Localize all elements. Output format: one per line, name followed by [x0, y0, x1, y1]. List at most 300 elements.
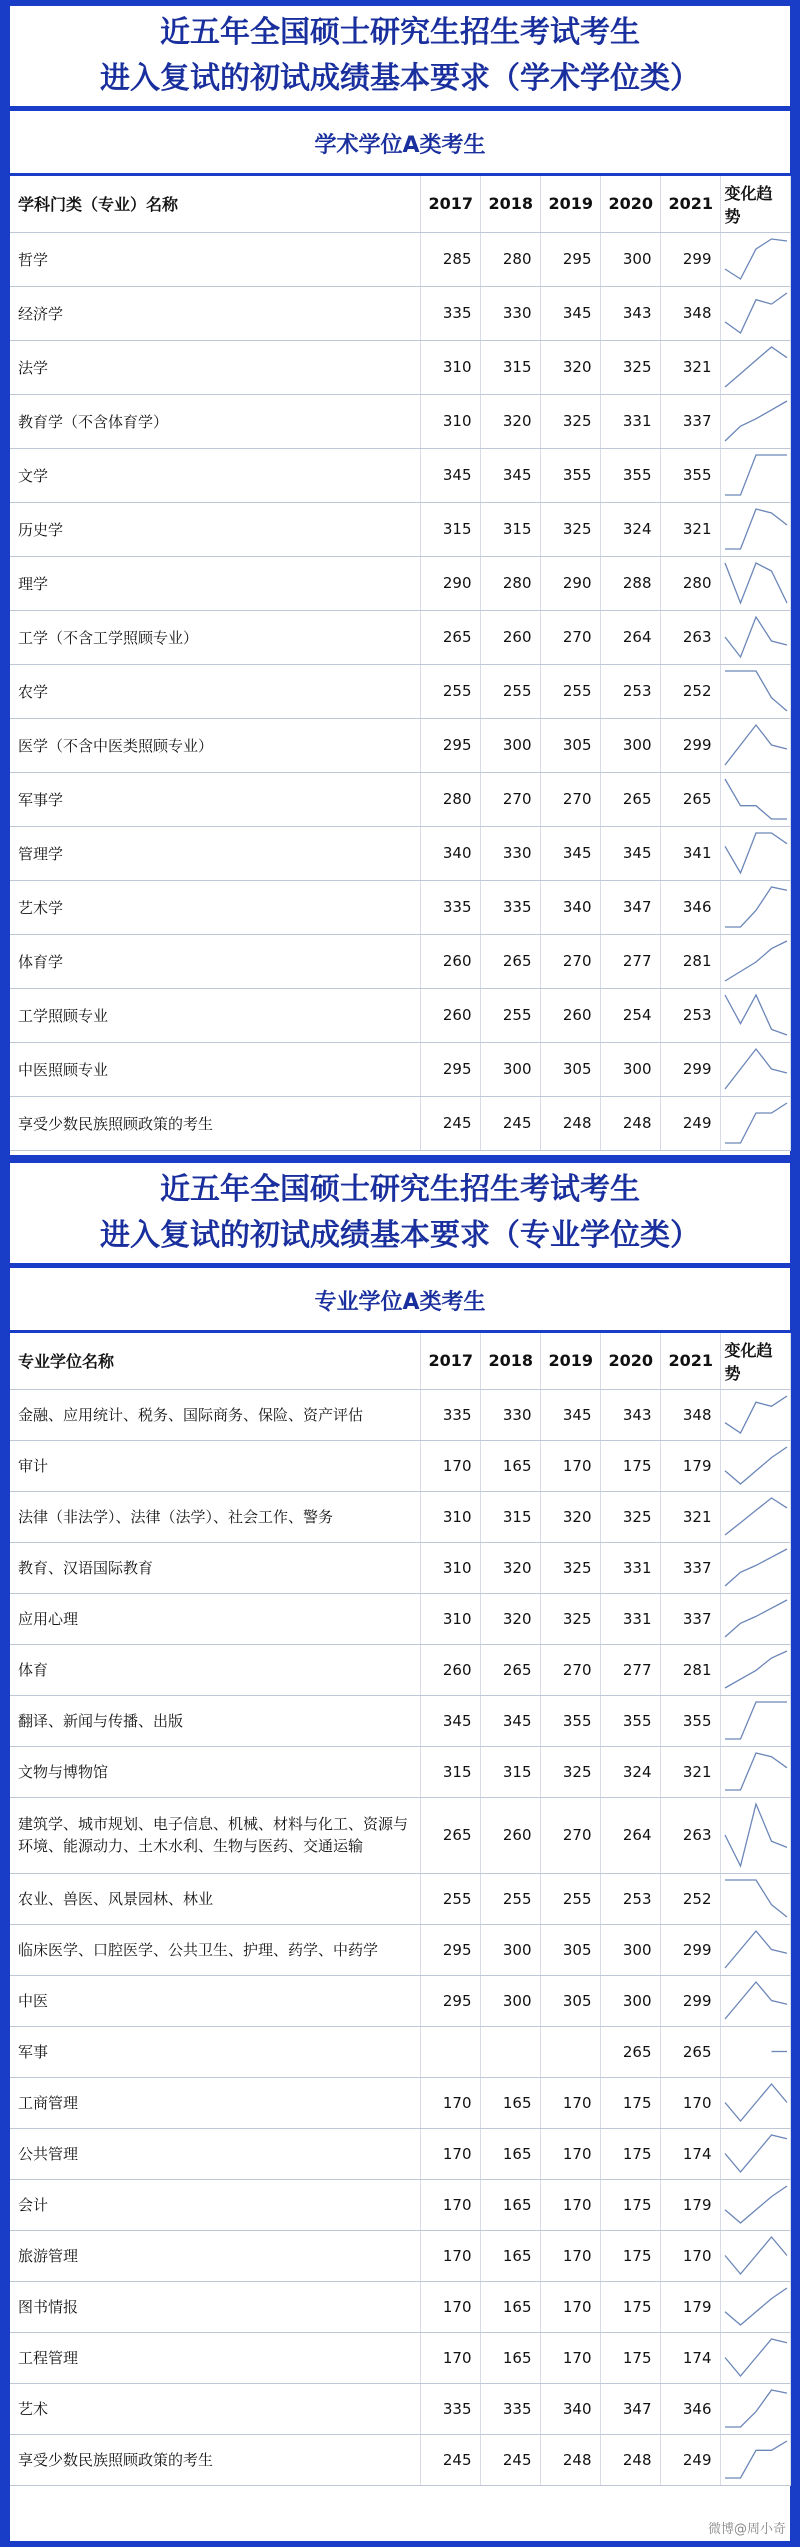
score-cell: 325: [540, 394, 600, 448]
score-cell: 265: [480, 934, 540, 988]
trend-sparkline: [721, 989, 791, 1041]
score-cell: 299: [660, 718, 720, 772]
trend-sparkline: [721, 557, 791, 609]
score-cell: 299: [660, 1975, 720, 2026]
trend-cell: [720, 2230, 790, 2281]
trend-sparkline: [721, 1747, 791, 1796]
score-cell: 165: [480, 2128, 540, 2179]
score-cell: 348: [660, 286, 720, 340]
table-row: [10, 1491, 790, 1542]
row-name: 法律（非法学）、法律（法学）、社会工作、警务: [10, 1491, 420, 1542]
score-cell: 260: [420, 934, 480, 988]
score-cell: 255: [420, 1873, 480, 1924]
score-cell: 263: [660, 610, 720, 664]
score-cell: 295: [540, 232, 600, 286]
table-row: [10, 2332, 790, 2383]
score-cell: 281: [660, 1644, 720, 1695]
table-row: [10, 2077, 790, 2128]
score-cell: 260: [480, 610, 540, 664]
score-cell: 310: [420, 1491, 480, 1542]
table-row: [10, 556, 790, 610]
score-cell: 324: [600, 502, 660, 556]
score-cell: 170: [540, 2281, 600, 2332]
trend-sparkline: [721, 827, 791, 879]
score-cell: 290: [540, 556, 600, 610]
score-cell: 355: [660, 448, 720, 502]
row-name: 工学（不含工学照顾专业）: [10, 610, 420, 664]
row-name: 教育学（不含体育学）: [10, 394, 420, 448]
trend-line: [725, 1498, 787, 1535]
trend-sparkline: [721, 881, 791, 933]
row-name: 体育: [10, 1644, 420, 1695]
score-cell: 355: [660, 1695, 720, 1746]
trend-line: [725, 401, 787, 441]
table-row: [10, 1695, 790, 1746]
score-cell: 320: [480, 1593, 540, 1644]
score-cell: 321: [660, 502, 720, 556]
trend-line: [725, 779, 787, 819]
score-cell: 249: [660, 2434, 720, 2485]
trend-line: [725, 1702, 787, 1739]
score-cell: 320: [540, 340, 600, 394]
score-cell: 170: [420, 2128, 480, 2179]
score-cell: 345: [420, 1695, 480, 1746]
score-cell: 174: [660, 2332, 720, 2383]
row-name: 会计: [10, 2179, 420, 2230]
trend-line: [725, 2441, 787, 2478]
score-cell: 340: [420, 826, 480, 880]
header-trend: 变化趋势: [720, 1333, 790, 1389]
trend-sparkline: [721, 611, 791, 663]
score-cell: 320: [480, 394, 540, 448]
trend-sparkline: [721, 2129, 791, 2178]
academic-score-table: [10, 176, 791, 1151]
score-cell: [480, 2026, 540, 2077]
score-cell: 295: [420, 1042, 480, 1096]
score-cell: 170: [540, 2128, 600, 2179]
score-cell: 265: [660, 772, 720, 826]
trend-line: [725, 239, 787, 279]
row-name: 哲学: [10, 232, 420, 286]
score-cell: 280: [420, 772, 480, 826]
score-cell: 270: [540, 772, 600, 826]
score-cell: 325: [540, 1593, 600, 1644]
trend-line: [725, 1396, 787, 1433]
trend-sparkline: [721, 935, 791, 987]
row-name: 图书情报: [10, 2281, 420, 2332]
score-cell: 315: [480, 502, 540, 556]
trend-cell: [720, 2434, 790, 2485]
trend-cell: [720, 934, 790, 988]
score-cell: 325: [540, 502, 600, 556]
header-year-2018: 2018: [480, 1333, 540, 1389]
score-cell: 300: [480, 1924, 540, 1975]
table-row: [10, 1975, 790, 2026]
score-cell: 270: [540, 1797, 600, 1873]
score-cell: 285: [420, 232, 480, 286]
row-name: 体育学: [10, 934, 420, 988]
trend-cell: [720, 1542, 790, 1593]
trend-line: [725, 1880, 787, 1917]
score-cell: 165: [480, 2077, 540, 2128]
trend-line: [725, 725, 787, 765]
trend-sparkline: [721, 2282, 791, 2331]
trend-line: [725, 1931, 787, 1968]
trend-line: [725, 1103, 787, 1143]
score-cell: 335: [420, 286, 480, 340]
score-cell: 165: [480, 2230, 540, 2281]
score-cell: 175: [600, 2179, 660, 2230]
score-cell: 270: [540, 610, 600, 664]
score-cell: 170: [660, 2230, 720, 2281]
table-header-row: [10, 1333, 790, 1389]
score-cell: 260: [420, 988, 480, 1042]
trend-line: [725, 995, 787, 1035]
table-row: [10, 2128, 790, 2179]
trend-line: [725, 1982, 787, 2019]
table-row: [10, 664, 790, 718]
score-cell: 290: [420, 556, 480, 610]
score-cell: 253: [600, 664, 660, 718]
row-name: 军事学: [10, 772, 420, 826]
score-cell: 300: [600, 1975, 660, 2026]
trend-line: [725, 293, 787, 333]
table-row: [10, 232, 790, 286]
score-cell: 321: [660, 1491, 720, 1542]
academic-degree-section: [10, 6, 790, 1151]
row-name: 工程管理: [10, 2332, 420, 2383]
table-row: [10, 934, 790, 988]
score-cell: 337: [660, 394, 720, 448]
score-cell: 343: [600, 286, 660, 340]
trend-line: [725, 1753, 787, 1790]
trend-line: [725, 2390, 787, 2427]
trend-sparkline: [721, 773, 791, 825]
trend-cell: [720, 610, 790, 664]
trend-line: [725, 455, 787, 495]
table-row: [10, 718, 790, 772]
score-cell: 175: [600, 2281, 660, 2332]
score-cell: 264: [600, 610, 660, 664]
score-cell: 325: [540, 1746, 600, 1797]
trend-cell: [720, 2179, 790, 2230]
trend-line: [725, 563, 787, 603]
row-name: 应用心理: [10, 1593, 420, 1644]
score-cell: 315: [480, 1491, 540, 1542]
table-row: [10, 988, 790, 1042]
trend-cell: [720, 1593, 790, 1644]
score-cell: 345: [480, 448, 540, 502]
trend-sparkline: [721, 1925, 791, 1974]
score-cell: 345: [600, 826, 660, 880]
professional-title-line2: 进入复试的初试成绩基本要求（专业学位类）: [100, 1218, 700, 1253]
score-cell: 310: [420, 1593, 480, 1644]
score-cell: 248: [600, 2434, 660, 2485]
score-cell: 345: [540, 286, 600, 340]
score-cell: 315: [480, 1746, 540, 1797]
trend-cell: [720, 1797, 790, 1873]
trend-line: [725, 1549, 787, 1586]
trend-sparkline: [721, 2180, 791, 2229]
trend-sparkline: [721, 233, 791, 285]
trend-cell: [720, 1873, 790, 1924]
score-cell: 345: [540, 1389, 600, 1440]
score-cell: 345: [420, 448, 480, 502]
trend-cell: [720, 1096, 790, 1150]
table-row: [10, 880, 790, 934]
score-cell: 335: [480, 2383, 540, 2434]
score-cell: 170: [420, 2230, 480, 2281]
row-name: 历史学: [10, 502, 420, 556]
trend-cell: [720, 1975, 790, 2026]
row-name: 军事: [10, 2026, 420, 2077]
score-cell: 255: [540, 664, 600, 718]
trend-cell: [720, 1695, 790, 1746]
row-name: 文学: [10, 448, 420, 502]
score-cell: 331: [600, 1593, 660, 1644]
trend-line: [725, 1804, 787, 1866]
trend-line: [725, 2186, 787, 2223]
score-cell: 175: [600, 2128, 660, 2179]
row-name: 工商管理: [10, 2077, 420, 2128]
score-cell: 265: [660, 2026, 720, 2077]
trend-sparkline: [721, 341, 791, 393]
score-cell: 310: [420, 340, 480, 394]
score-cell: 295: [420, 1975, 480, 2026]
score-cell: 170: [540, 2179, 600, 2230]
trend-cell: [720, 664, 790, 718]
score-cell: 253: [660, 988, 720, 1042]
table-row: [10, 2230, 790, 2281]
table-row: [10, 1873, 790, 1924]
score-cell: 245: [480, 1096, 540, 1150]
score-cell: 325: [540, 1542, 600, 1593]
score-cell: 347: [600, 2383, 660, 2434]
trend-cell: [720, 1924, 790, 1975]
score-cell: 270: [480, 772, 540, 826]
table-row: [10, 1389, 790, 1440]
table-row: [10, 1593, 790, 1644]
table-row: [10, 772, 790, 826]
header-name: 专业学位名称: [10, 1333, 420, 1389]
header-trend: 变化趋势: [720, 176, 790, 232]
score-cell: 265: [600, 2026, 660, 2077]
trend-sparkline: [721, 2231, 791, 2280]
score-cell: 170: [540, 1440, 600, 1491]
header-year-2017: 2017: [420, 176, 480, 232]
score-cell: 170: [540, 2230, 600, 2281]
trend-sparkline: [721, 395, 791, 447]
trend-cell: [720, 394, 790, 448]
score-cell: 260: [420, 1644, 480, 1695]
score-cell: 174: [660, 2128, 720, 2179]
row-name: 管理学: [10, 826, 420, 880]
score-cell: 310: [420, 1542, 480, 1593]
table-row: [10, 610, 790, 664]
score-cell: 165: [480, 1440, 540, 1491]
trend-line: [725, 617, 787, 657]
row-name: 文物与博物馆: [10, 1746, 420, 1797]
trend-sparkline: [721, 1798, 791, 1872]
trend-cell: [720, 2077, 790, 2128]
score-cell: 260: [540, 988, 600, 1042]
trend-sparkline: [721, 503, 791, 555]
row-name: 工学照顾专业: [10, 988, 420, 1042]
score-cell: 331: [600, 1542, 660, 1593]
score-cell: 277: [600, 934, 660, 988]
trend-sparkline: [721, 2078, 791, 2127]
trend-sparkline: [721, 1492, 791, 1541]
score-cell: 330: [480, 286, 540, 340]
score-cell: 335: [420, 880, 480, 934]
table-row: [10, 2026, 790, 2077]
professional-subtitle: 专业学位A类考生: [10, 1263, 790, 1333]
score-cell: 265: [600, 772, 660, 826]
score-cell: 165: [480, 2179, 540, 2230]
score-cell: 315: [420, 502, 480, 556]
trend-cell: [720, 2128, 790, 2179]
score-cell: 263: [660, 1797, 720, 1873]
score-cell: 270: [540, 1644, 600, 1695]
score-cell: 299: [660, 232, 720, 286]
table-row: [10, 1542, 790, 1593]
score-cell: 343: [600, 1389, 660, 1440]
score-cell: 245: [480, 2434, 540, 2485]
score-cell: 340: [540, 880, 600, 934]
score-cell: 345: [480, 1695, 540, 1746]
score-cell: 315: [480, 340, 540, 394]
trend-line: [725, 2084, 787, 2121]
table-row: [10, 2434, 790, 2485]
header-year-2020: 2020: [600, 176, 660, 232]
score-cell: 288: [600, 556, 660, 610]
score-cell: 265: [420, 1797, 480, 1873]
score-cell: 165: [480, 2332, 540, 2383]
trend-cell: [720, 1389, 790, 1440]
score-cell: 300: [480, 1975, 540, 2026]
trend-cell: [720, 286, 790, 340]
row-name: 艺术学: [10, 880, 420, 934]
score-cell: 295: [420, 718, 480, 772]
row-name: 建筑学、城市规划、电子信息、机械、材料与化工、资源与环境、能源动力、土木水利、生物与医药、交通运输: [10, 1797, 420, 1873]
score-cell: 170: [420, 1440, 480, 1491]
header-year-2019: 2019: [540, 176, 600, 232]
score-cell: [420, 2026, 480, 2077]
row-name: 艺术: [10, 2383, 420, 2434]
table-row: [10, 394, 790, 448]
trend-cell: [720, 2026, 790, 2077]
score-cell: 265: [480, 1644, 540, 1695]
trend-sparkline: [721, 449, 791, 501]
score-cell: 170: [420, 2281, 480, 2332]
row-name: 享受少数民族照顾政策的考生: [10, 1096, 420, 1150]
score-cell: 249: [660, 1096, 720, 1150]
trend-sparkline: [721, 1441, 791, 1490]
score-cell: 300: [600, 1924, 660, 1975]
table-row: [10, 1924, 790, 1975]
trend-line: [725, 1651, 787, 1688]
row-name: 翻译、新闻与传播、出版: [10, 1695, 420, 1746]
trend-sparkline: [721, 1390, 791, 1439]
trend-line: [725, 2339, 787, 2376]
score-cell: 280: [480, 556, 540, 610]
trend-sparkline: [721, 2333, 791, 2382]
trend-cell: [720, 1042, 790, 1096]
section-divider: [0, 1155, 800, 1163]
score-cell: 255: [480, 1873, 540, 1924]
trend-line: [725, 347, 787, 387]
trend-line: [725, 1600, 787, 1637]
score-cell: 248: [600, 1096, 660, 1150]
trend-sparkline: [721, 1043, 791, 1095]
score-cell: 320: [480, 1542, 540, 1593]
trend-line: [725, 2135, 787, 2172]
trend-sparkline: [721, 2384, 791, 2433]
row-name: 法学: [10, 340, 420, 394]
trend-cell: [720, 556, 790, 610]
header-year-2018: 2018: [480, 176, 540, 232]
score-cell: 179: [660, 2179, 720, 2230]
score-cell: 321: [660, 340, 720, 394]
score-cell: 179: [660, 2281, 720, 2332]
watermark: 微博@周小奇: [707, 2522, 786, 2537]
score-cell: 255: [420, 664, 480, 718]
score-cell: 347: [600, 880, 660, 934]
professional-title: [10, 1163, 790, 1263]
trend-cell: [720, 232, 790, 286]
score-cell: 175: [600, 2230, 660, 2281]
row-name: 医学（不含中医类照顾专业）: [10, 718, 420, 772]
header-year-2020: 2020: [600, 1333, 660, 1389]
trend-cell: [720, 880, 790, 934]
trend-sparkline: [721, 287, 791, 339]
table-row: [10, 1644, 790, 1695]
score-cell: 260: [480, 1797, 540, 1873]
score-cell: 335: [420, 1389, 480, 1440]
score-cell: 305: [540, 1975, 600, 2026]
score-cell: 305: [540, 1924, 600, 1975]
trend-sparkline: [721, 2027, 791, 2076]
score-cell: 170: [540, 2077, 600, 2128]
trend-cell: [720, 2281, 790, 2332]
score-cell: 346: [660, 880, 720, 934]
table-row: [10, 448, 790, 502]
score-cell: 325: [600, 340, 660, 394]
score-cell: 254: [600, 988, 660, 1042]
row-name: 旅游管理: [10, 2230, 420, 2281]
score-cell: 331: [600, 394, 660, 448]
academic-title: [10, 6, 790, 106]
trend-sparkline: [721, 665, 791, 717]
score-cell: 280: [660, 556, 720, 610]
trend-cell: [720, 1746, 790, 1797]
trend-sparkline: [721, 1696, 791, 1745]
score-cell: 299: [660, 1042, 720, 1096]
table-row: [10, 340, 790, 394]
score-cell: 300: [600, 718, 660, 772]
table-row: [10, 286, 790, 340]
table-row: [10, 2179, 790, 2230]
professional-degree-section: [10, 1163, 790, 2486]
score-cell: 280: [480, 232, 540, 286]
score-cell: 325: [600, 1491, 660, 1542]
score-cell: 170: [420, 2077, 480, 2128]
trend-cell: [720, 2383, 790, 2434]
score-cell: 170: [420, 2179, 480, 2230]
trend-cell: [720, 772, 790, 826]
score-cell: 305: [540, 718, 600, 772]
score-cell: 255: [540, 1873, 600, 1924]
